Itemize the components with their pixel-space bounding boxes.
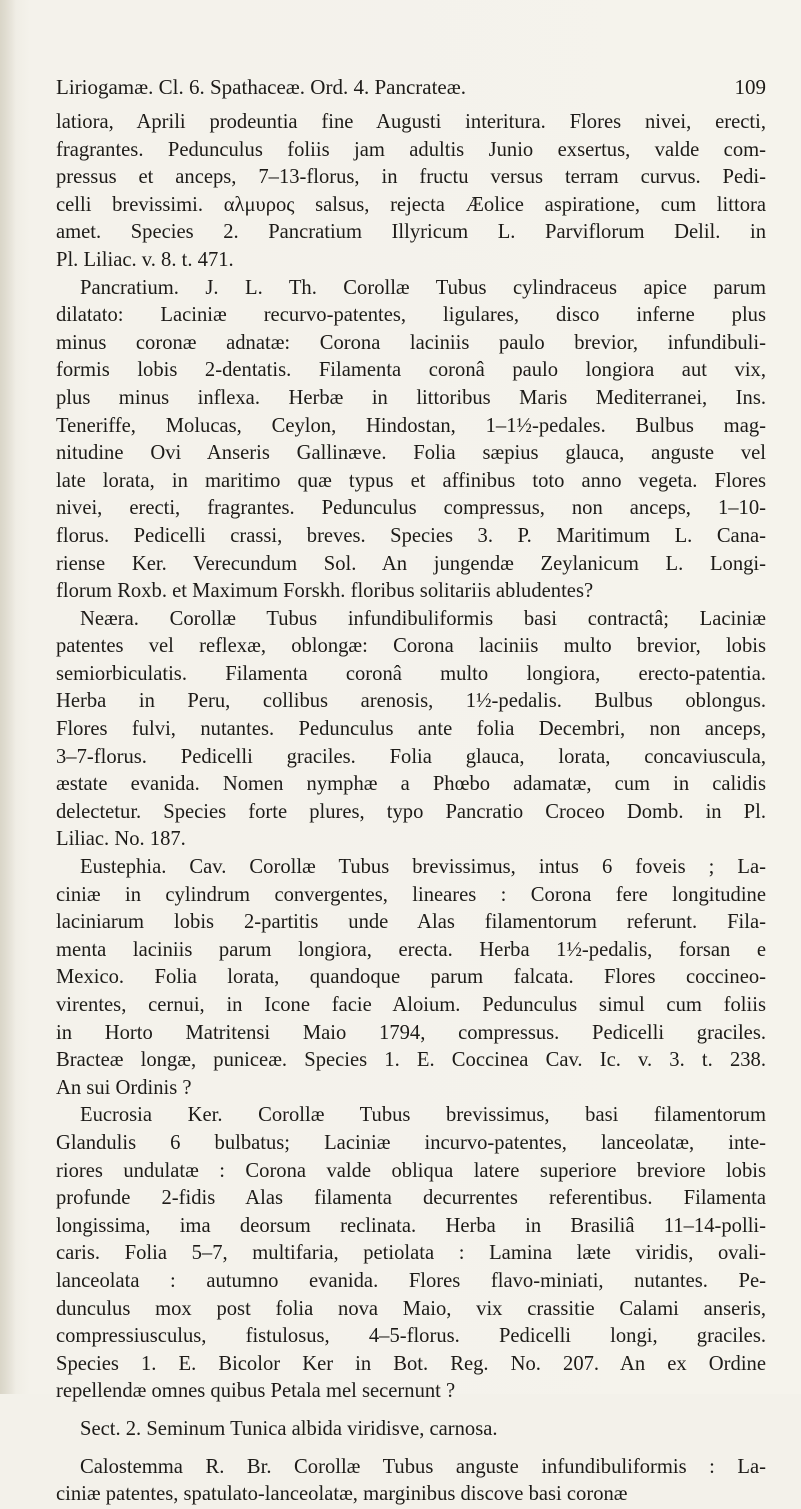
text-line: florum Roxb. et Maximum Forskh. floribus solitariis abludentes? <box>56 580 594 603</box>
text-line: Flores fulvi, nutantes. Pedunculus ante folia Decembri, non anceps, <box>56 718 766 741</box>
text-line: virentes, cernui, in Icone facie Aloium. Pedunculus simul cum foliis <box>56 994 766 1016</box>
text-line: caris. Folia 5–7, multifaria, petiolata : Lamina læte viridis, ovali- <box>56 1242 766 1265</box>
text-line: laciniarum lobis 2-partitis unde Alas filamentorum referunt. Fila- <box>56 911 766 934</box>
text-line: dunculus mox post folia nova Maio, vix crassitie Calami anseris, <box>56 1297 766 1320</box>
running-head-title: Liriogamæ. Cl. 6. Spathaceæ. Ord. 4. Pancrateæ. <box>56 75 467 99</box>
page-number: 109 <box>734 75 766 99</box>
section-gap <box>56 1406 766 1416</box>
text-line: amet. Species 2. Pancratium Illyricum L. Parviflorum Delil. in <box>56 221 766 244</box>
section-gap <box>56 1444 766 1454</box>
text-line: celli brevissimi. αλμυρος salsus, rejecta Æolice aspiratione, cum littora <box>56 193 766 216</box>
text-line: æstate evanida. Nomen nymphæ a Phœbo adamatæ, cum in calidis <box>56 773 766 796</box>
text-line: patentes vel reflexæ, oblongæ: Corona laciniis multo brevior, lobis <box>56 635 766 658</box>
text-line: pressus et anceps, 7–13-florus, in fructu versus terram curvus. Pedi- <box>56 166 766 189</box>
text-line: dilatato: Laciniæ recurvo-patentes, ligulares, disco inferne plus <box>56 304 766 327</box>
text-line: compressiusculus, fistulosus, 4–5-florus. Pedicelli longi, graciles. <box>56 1325 766 1348</box>
section-heading: Sect. 2. Seminum Tunica albida viridisve, carnosa. <box>80 1417 498 1440</box>
gutter-shadow <box>0 0 16 1394</box>
text-line: riores undulatæ : Corona valde obliqua latere superiore breviore lobis <box>56 1159 766 1182</box>
text-line: Mexico. Folia lorata, quandoque parum falcata. Flores coccineo- <box>56 966 766 989</box>
text-line: ciniæ patentes, spatulato-lanceolatæ, marginibus discove basi coronæ <box>56 1483 628 1506</box>
text-line: in Horto Matritensi Maio 1794, compressus. Pedicelli graciles. <box>56 1021 766 1044</box>
text-line: Bracteæ longæ, puniceæ. Species 1. E. Coccinea Cav. Ic. v. 3. t. 238. <box>56 1049 766 1072</box>
text-line: nitudine Ovi Anseris Gallinæve. Folia sæpius glauca, anguste vel <box>56 442 766 465</box>
text-line: Teneriffe, Molucas, Ceylon, Hindostan, 1–1½-pedales. Bulbus mag- <box>56 414 766 437</box>
text-line: Herba in Peru, collibus arenosis, 1½-pedalis. Bulbus oblongus. <box>56 690 766 713</box>
text-line: Glandulis 6 bulbatus; Laciniæ incurvo-patentes, lanceolatæ, inte- <box>56 1131 766 1154</box>
text-line: Neæra. Corollæ Tubus infundibuliformis basi contractâ; Laciniæ <box>80 607 766 630</box>
text-line: florus. Pedicelli crassi, breves. Species 3. P. Maritimum L. Cana- <box>56 524 766 547</box>
text-line: repellendæ omnes quibus Petala mel secernunt ? <box>56 1380 456 1403</box>
text-line: Eucrosia Ker. Corollæ Tubus brevissimus, basi filamentorum <box>80 1104 766 1127</box>
text-line: Pl. Liliac. v. 8. t. 471. <box>56 248 234 271</box>
text-line: late lorata, in maritimo quæ typus et affinibus toto anno vegeta. Flores <box>56 469 766 492</box>
text-line: plus minus inflexa. Herbæ in littoribus Maris Mediterranei, Ins. <box>56 386 766 409</box>
text-line: Eustephia. Cav. Corollæ Tubus brevissimus, intus 6 foveis ; La- <box>80 856 766 879</box>
text-line: Calostemma R. Br. Corollæ Tubus anguste infundibuliformis : La- <box>80 1455 766 1478</box>
running-head <box>56 72 766 102</box>
text-line: delectetur. Species forte plures, typo Pancratio Croceo Domb. in Pl. <box>56 800 766 823</box>
text-line: minus coronæ adnatæ: Corona laciniis paulo brevior, infundibuli- <box>56 331 766 354</box>
text-line: longissima, ima deorsum reclinata. Herba in Brasiliâ 11–14-polli- <box>56 1214 766 1237</box>
text-line: Species 1. E. Bicolor Ker in Bot. Reg. No. 207. An ex Ordine <box>56 1352 766 1375</box>
text-line: latiora, Aprili prodeuntia fine Augusti interitura. Flores nivei, erecti, <box>56 111 766 133</box>
text-line: menta laciniis parum longiora, erecta. Herba 1½-pedalis, forsan e <box>56 938 766 961</box>
text-line: profunde 2-fidis Alas filamenta decurrentes referentibus. Filamenta <box>56 1187 766 1210</box>
text-line: semiorbiculatis. Filamenta coronâ multo longiora, erecto-patentia. <box>56 662 766 685</box>
text-line: lanceolata : autumno evanida. Flores flavo-miniati, nutantes. Pe- <box>56 1269 766 1292</box>
text-line: riense Ker. Verecundum Sol. An jungendæ Zeylanicum L. Longi- <box>56 552 766 575</box>
text-line: nivei, erecti, fragrantes. Pedunculus compressus, non anceps, 1–10- <box>56 497 766 520</box>
body-text <box>56 109 766 1509</box>
text-line: 3–7-florus. Pedicelli graciles. Folia glauca, lorata, concaviuscula, <box>56 745 766 768</box>
text-line: Pancratium. J. L. Th. Corollæ Tubus cylindraceus apice parum <box>80 276 766 299</box>
text-line: fragrantes. Pedunculus foliis jam adultis Junio exsertus, valde com- <box>56 138 766 161</box>
text-line: ciniæ in cylindrum convergentes, lineares : Corona fere longitudine <box>56 883 766 906</box>
text-line: formis lobis 2-dentatis. Filamenta coronâ paulo longiora aut vix, <box>56 359 766 382</box>
text-line: An sui Ordinis ? <box>56 1076 192 1099</box>
text-line: Liliac. No. 187. <box>56 828 186 851</box>
